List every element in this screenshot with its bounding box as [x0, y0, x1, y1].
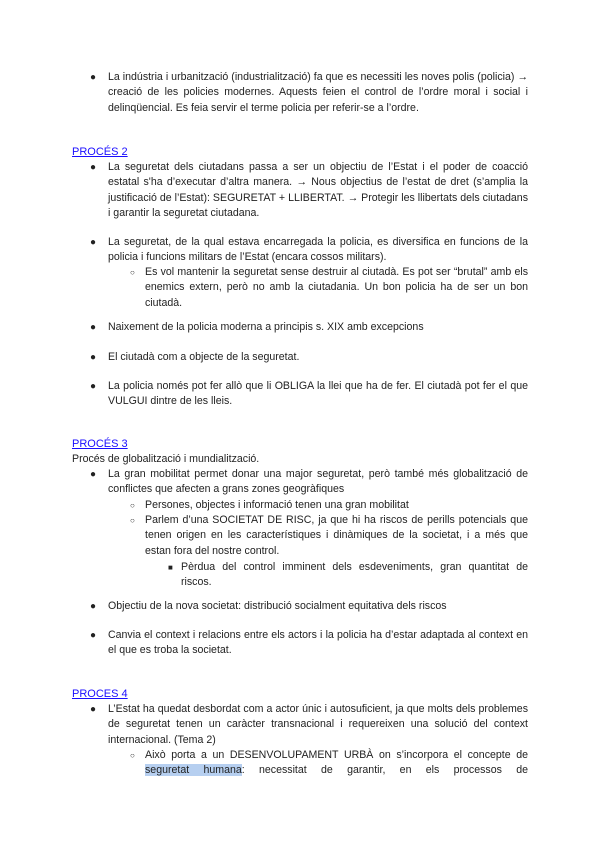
- list-item: La policia només pot fer allò que li OBLIGA la llei que ha de fer. El ciutadà pot fer el que VULGUI dintre de les lleis.: [108, 380, 528, 408]
- heading-proces-2[interactable]: PROCÉS 2: [72, 146, 128, 158]
- list-item: Naixement de la policia moderna a principis s. XIX amb excepcions: [108, 321, 424, 333]
- circle-bullet-icon: ○: [130, 501, 135, 510]
- sub-text: Això porta a un DESENVOLUPAMENT URBÀ on s’incorpora el concepte de: [145, 749, 528, 761]
- sub-list-item: [145, 748, 528, 779]
- list-item: La gran mobilitat permet donar una major seguretat, però també més globalització de conflictes que afecten a grans zones geogràfiques: [108, 468, 528, 496]
- circle-bullet-icon: ○: [130, 751, 135, 760]
- highlighted-text[interactable]: seguretat humana: [145, 764, 242, 777]
- paragraph: La indústria i urbanització (industrialització) fa que es necessiti les noves polis (policia) → creació de les policies modernes. Aquests feien el control de l’ordre moral i social i delinqüencial. Es feia servir el terme policia per referir-se a l’ordre.: [108, 71, 528, 114]
- bullet-icon: ●: [90, 322, 97, 333]
- sub-list-item: Persones, objectes i informació tenen una gran mobilitat: [145, 499, 409, 511]
- list-item: L’Estat ha quedat desbordat com a actor únic i autosuficient, ja que molts dels problemes de seguretat tenen un caràcter transnacional i requereixen una solució del context internacional. (Tema 2): [108, 703, 528, 746]
- sub-sub-list-item: Pèrdua del control imminent dels esdeveniments, gran quantitat de riscos.: [181, 561, 528, 589]
- bullet-icon: ●: [90, 630, 97, 641]
- bullet-icon: ●: [90, 381, 97, 392]
- bullet-icon: ●: [90, 601, 97, 612]
- heading-proces-4[interactable]: PROCES 4: [72, 688, 128, 700]
- bullet-icon: ●: [90, 72, 97, 83]
- sub-text: : necessitat de garantir, en els processos de: [241, 764, 528, 777]
- square-bullet-icon: ■: [168, 563, 173, 572]
- bullet-icon: ●: [90, 704, 97, 715]
- bullet-icon: ●: [90, 162, 97, 173]
- list-item: La seguretat dels ciutadans passa a ser un objectiu de l’Estat i el poder de coacció estatal s'ha d’executar d’altra manera. → Nous objectius de l’estat de dret (s’amplia la justificació de l’Estat): SEGURETAT + LLIBERTAT. → Protegir les llibertats dels ciutadans i garantir la seguretat ciutadana.: [108, 161, 528, 220]
- circle-bullet-icon: ○: [130, 516, 135, 525]
- bullet-icon: ●: [90, 469, 97, 480]
- list-item: El ciutadà com a objecte de la seguretat.: [108, 351, 300, 363]
- bullet-icon: ●: [90, 237, 97, 248]
- bullet-icon: ●: [90, 352, 97, 363]
- list-item: Objectiu de la nova societat: distribució socialment equitativa dels riscos: [108, 600, 447, 612]
- heading-proces-3[interactable]: PROCÉS 3: [72, 438, 128, 450]
- circle-bullet-icon: ○: [130, 268, 135, 277]
- sub-list-item: Parlem d’una SOCIETAT DE RISC, ja que hi ha riscos de perills potencials que tenen origen en les característiques i dinàmiques de la societat, i a més que estan fora del nostre control.: [145, 514, 528, 557]
- sub-list-item: Es vol mantenir la seguretat sense destruir al ciutadà. Es pot ser “brutal” amb els enemics extern, però no amb la ciutadania. Un bon policia ha de ser un bon ciutadà.: [145, 266, 528, 309]
- list-item: La seguretat, de la qual estava encarregada la policia, es diversifica en funcions de la policia i funcions militars de l’Estat (encara cossos militars).: [108, 236, 528, 264]
- list-item: Canvia el context i relacions entre els actors i la policia ha d’estar adaptada al context en el que es troba la societat.: [108, 629, 528, 657]
- intro-text: Procés de globalització i mundialització.: [72, 453, 260, 465]
